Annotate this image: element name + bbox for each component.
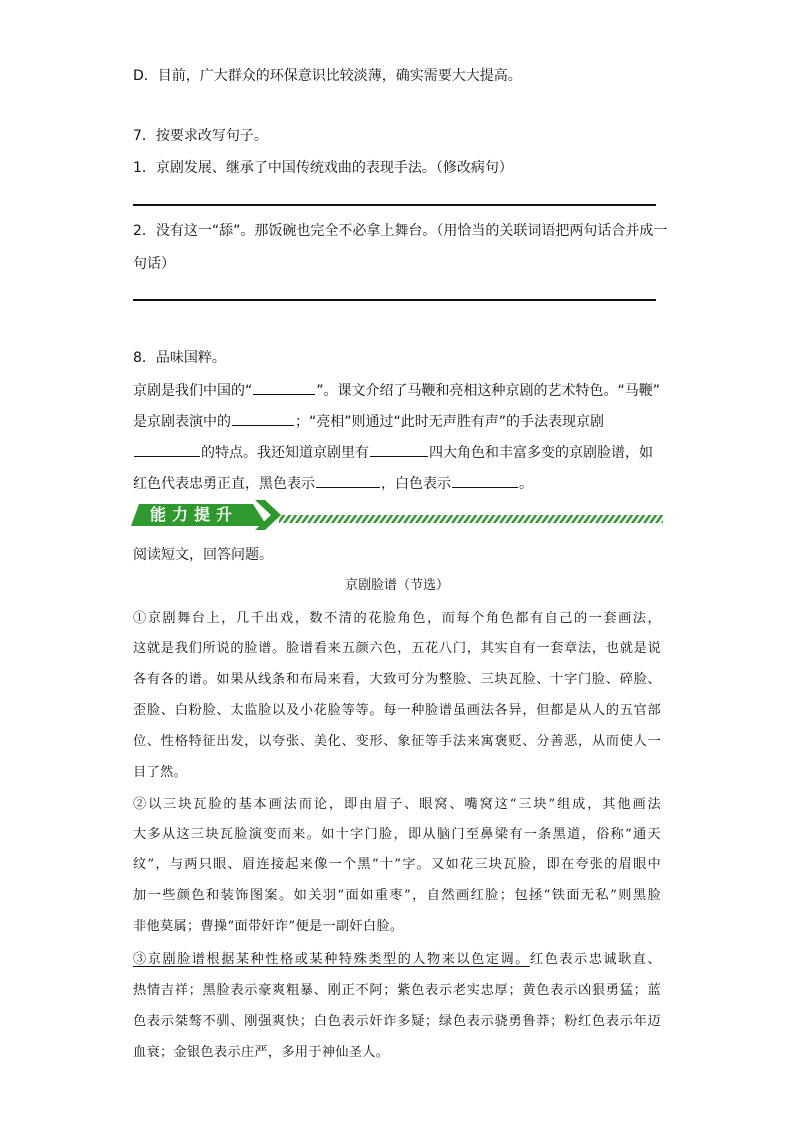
q7-item-2-line-2: 句话） bbox=[133, 256, 175, 272]
q8-blank-1[interactable] bbox=[253, 379, 315, 395]
q8-text: 红色代表忠勇正直，黑色表示 bbox=[133, 476, 315, 492]
q8-blank-6[interactable] bbox=[452, 472, 518, 488]
q8-line-3 bbox=[133, 441, 653, 463]
paragraph-1-line: ①京剧舞台上，几千出戏，数不清的花脸角色，而每个角色都有自己的一套画法， bbox=[133, 611, 661, 626]
q7-answer-line-2[interactable] bbox=[133, 299, 656, 301]
q8-heading: 8．品味国粹。 bbox=[133, 350, 226, 366]
paragraph-2-line: 纹”，与两只眼、眉连接起来像一个黑“十”字。又如花三块瓦脸，即在夸张的眉眼中 bbox=[133, 857, 661, 872]
instruction: 阅读短文，回答问题。 bbox=[133, 547, 273, 563]
paragraph-2-line: 非他莫属；曹操“面带奸诈”便是一副奸白脸。 bbox=[133, 919, 404, 934]
q8-text: 。 bbox=[519, 476, 533, 492]
paragraph-3-line: 热情吉祥；黑脸表示豪爽粗暴、刚正不阿；紫色表示老实忠厚；黄色表示凶狠勇猛；蓝 bbox=[133, 983, 661, 998]
q7-heading: 7．按要求改写句子。 bbox=[133, 128, 268, 144]
q8-text: 京剧是我们中国的“ bbox=[133, 383, 253, 399]
q8-blank-4[interactable] bbox=[370, 441, 428, 457]
article-title: 京剧脸谱（节选） bbox=[344, 578, 449, 593]
q7-item-2-line-1: 2．没有这一“舔”。那饭碗也完全不必拿上舞台。（用恰当的关联词语把两句话合并成一 bbox=[133, 223, 668, 239]
q8-text: 四大角色和丰富多变的京剧脸谱，如 bbox=[429, 445, 653, 461]
q8-line-2 bbox=[133, 410, 604, 432]
paragraph-1-line: 目了然。 bbox=[133, 765, 187, 780]
paragraph-1-line: 位、性格特征出发，以夸张、美化、变形、象征等手法来寓褒贬、分善恶，从而使人一 bbox=[133, 734, 661, 749]
paragraph-3-text: 红色表示忠诚耿直、 bbox=[529, 952, 661, 967]
paragraph-2-line: 大多从这三块瓦脸演变而来。如十字门脸，即从脑门至鼻梁有一条黑道，俗称“通天 bbox=[133, 827, 661, 842]
paragraph-1-line: 歪脸、白粉脸、太监脸以及小花脸等等。每一种脸谱虽画法各异，但都是从人的五官部 bbox=[133, 703, 661, 718]
q7-item-1: 1．京剧发展、继承了中国传统戏曲的表现手法。（修改病句） bbox=[133, 160, 513, 176]
q6-option-d: D．目前，广大群众的环保意识比较淡薄，确实需要大大提高。 bbox=[133, 68, 522, 84]
paragraph-2-line: ②以三块瓦脸的基本画法而论，即由眉子、眼窝、嘴窝这“三块”组成，其他画法 bbox=[133, 797, 661, 812]
q8-text: ，白色表示 bbox=[381, 476, 451, 492]
paragraph-1-line: 这就是我们所说的脸谱。脸谱看来五颜六色，五花八门，其实自有一套章法，也就是说 bbox=[133, 641, 661, 656]
q8-blank-2[interactable] bbox=[232, 410, 294, 426]
q7-answer-line-1[interactable] bbox=[133, 204, 656, 206]
q8-blank-5[interactable] bbox=[316, 472, 380, 488]
banner-hatch bbox=[279, 515, 663, 523]
paragraph-3-line bbox=[133, 950, 661, 970]
paragraph-3-line: 血衰；金银色表示庄严，多用于神仙圣人。 bbox=[133, 1045, 390, 1060]
q8-line-4 bbox=[133, 472, 533, 494]
section-title: 能力提升 bbox=[150, 505, 239, 524]
paragraph-3-line: 色表示桀骜不驯、刚强爽快；白色表示奸诈多疑；绿色表示骁勇鲁莽；粉红色表示年迈 bbox=[133, 1014, 661, 1029]
q8-blank-3[interactable] bbox=[134, 441, 200, 457]
paragraph-2-line: 加一些颜色和装饰图案。如关羽“面如重枣”，自然画红脸；包拯“铁面无私”则黑脸 bbox=[133, 888, 661, 903]
q8-text: ”。课文介绍了马鞭和亮相这种京剧的艺术特色。“马鞭” bbox=[316, 383, 661, 399]
paragraph-1-line: 各有各的谱。如果从线条和布局来看，大致可分为整脸、三块瓦脸、十字门脸、碎脸、 bbox=[133, 672, 661, 687]
q8-line-1 bbox=[133, 379, 660, 401]
underlined-sentence: ③京剧脸谱根据某种性格或某种特殊类型的人物来以色定调。 bbox=[133, 952, 530, 967]
q8-text: 的特点。我还知道京剧里有 bbox=[201, 445, 369, 461]
q8-text: ；“亮相”则通过“此时无声胜有声”的手法表现京剧 bbox=[295, 414, 605, 430]
q8-text: 是京剧表演中的 bbox=[133, 414, 231, 430]
